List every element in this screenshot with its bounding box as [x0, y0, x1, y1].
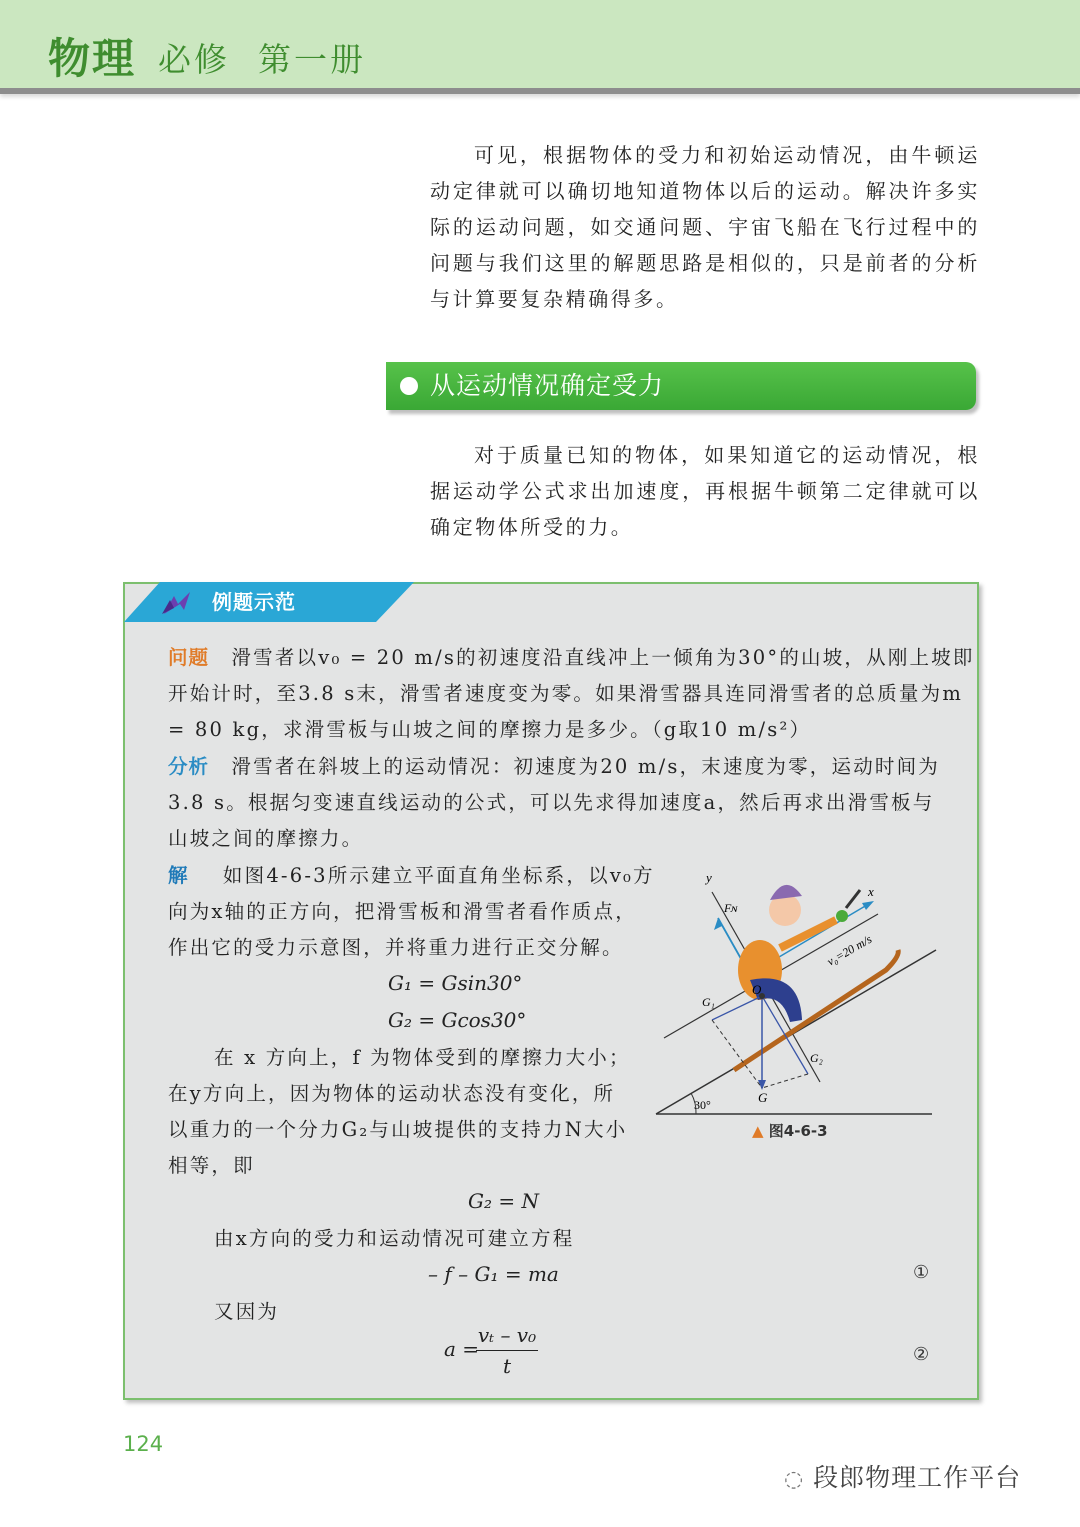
- label-fn: Fɴ: [724, 901, 738, 915]
- analysis-line-3: 山坡之间的摩擦力。: [168, 827, 364, 850]
- label-o: O: [752, 982, 762, 997]
- formula-g2-equals-n: G₂ = N: [468, 1189, 539, 1213]
- g1-arrow: [712, 996, 762, 1020]
- text-equation-intro: 由x方向的受力和运动情况可建立方程: [214, 1227, 575, 1250]
- section-paragraph: 对于质量已知的物体，如果知道它的运动情况，根据运动学公式求出加速度，再根据牛顿第二定律就可以确定物体所受的力。: [430, 443, 980, 539]
- example-tab-label: 例题示范: [212, 590, 296, 614]
- analysis-line-1: [168, 749, 940, 786]
- formula-equation-1: – f – G₁ = ma: [428, 1262, 559, 1286]
- arrow-icon: [160, 590, 196, 616]
- skier-glove: [836, 910, 848, 922]
- figure-caption: [752, 1120, 828, 1141]
- question-line-2: 开始计时，至3.8 s末，滑雪者速度变为零。如果滑雪器具连同滑雪者的总质量为m: [168, 682, 964, 705]
- text-y-direction-1: 在y方向上，因为物体的运动状态没有变化，所: [168, 1082, 616, 1105]
- ski-pole: [846, 890, 860, 908]
- label-angle: 30°: [694, 1098, 711, 1112]
- skier-diagram: [650, 860, 950, 1120]
- book-subtitle: 必修: [158, 40, 230, 79]
- equation-1-marker: ①: [913, 1262, 930, 1283]
- figure-caption-text: 图4-6-3: [768, 1122, 828, 1140]
- book-title: 物理: [48, 34, 137, 83]
- section-heading-bar: [386, 362, 976, 410]
- fraction-denominator: t: [502, 1354, 512, 1378]
- fraction-numerator: vₜ – v₀: [477, 1323, 537, 1347]
- analysis-tag: 分析: [168, 755, 210, 778]
- label-x: x: [868, 884, 874, 899]
- chat-bubble-icon: ◌: [784, 1467, 805, 1492]
- formula-g2: G₂ = Gcos30°: [388, 1008, 527, 1032]
- dashed-line-2: [762, 1074, 808, 1088]
- label-v0: v₀=20 m/s: [824, 931, 875, 969]
- question-tag: 问题: [168, 646, 210, 669]
- label-g1: G₁: [702, 995, 715, 1009]
- page-number: 124: [123, 1432, 164, 1456]
- solution-text-1: 如图4-6-3所示建立平面直角坐标系，以v₀方: [222, 864, 655, 887]
- analysis-text-1: 滑雪者在斜坡上的运动情况：初速度为20 m/s，末速度为零，运动时间为: [231, 755, 941, 778]
- fraction-bar: [476, 1350, 538, 1351]
- text-x-direction: 在 x 方向上，f 为物体受到的摩擦力大小；: [214, 1046, 631, 1069]
- triangle-icon: ▲: [752, 1122, 764, 1140]
- formula-g1: G₁ = Gsin30°: [388, 971, 523, 995]
- solution-line-3: 作出它的受力示意图，并将重力进行正交分解。: [168, 936, 624, 959]
- label-g: G: [758, 1090, 768, 1105]
- text-y-direction-3: 相等，即: [168, 1154, 255, 1177]
- solution-line-2: 向为x轴的正方向，把滑雪板和滑雪者看作质点，: [168, 900, 637, 923]
- solution-line-1: [168, 858, 655, 895]
- question-line-1: [168, 640, 975, 677]
- analysis-line-2: 3.8 s。根据匀变速直线运动的公式，可以先求得加速度a，然后再求出滑雪板与: [168, 791, 935, 814]
- solution-tag: 解: [168, 864, 189, 887]
- label-g2: G₂: [810, 1051, 823, 1065]
- bullet-dot-icon: [400, 377, 418, 395]
- equation-2-marker: ②: [913, 1344, 930, 1365]
- intro-paragraph: 可见，根据物体的受力和初始运动情况，由牛顿运动定律就可以确切地知道物体以后的运动。解决许多实际的运动问题，如交通问题、宇宙飞船在飞行过程中的问题与我们这里的解题思路是相似的，只是前者的分析与计算要复杂精确得多。: [430, 143, 980, 311]
- watermark: [784, 1458, 1021, 1494]
- label-y: y: [706, 870, 712, 885]
- watermark-text: 段郎物理工作平台: [813, 1463, 1022, 1492]
- section-title: 从运动情况确定受力: [430, 371, 665, 400]
- text-y-direction-2: 以重力的一个分力G₂与山坡提供的支持力N大小: [168, 1118, 628, 1141]
- question-line-3: = 80 kg，求滑雪板与山坡之间的摩擦力是多少。（g取10 m/s²）: [168, 718, 812, 741]
- skier-hat: [770, 885, 802, 900]
- page-header: [0, 0, 1080, 94]
- formula-a-left: a =: [444, 1337, 480, 1361]
- question-text-1: 滑雪者以v₀ = 20 m/s的初速度沿直线冲上一倾角为30°的山坡，从刚上坡即: [231, 646, 975, 669]
- text-also-because: 又因为: [214, 1300, 280, 1323]
- book-volume: 第一册: [258, 40, 366, 79]
- formula-a-fraction: [472, 1322, 542, 1379]
